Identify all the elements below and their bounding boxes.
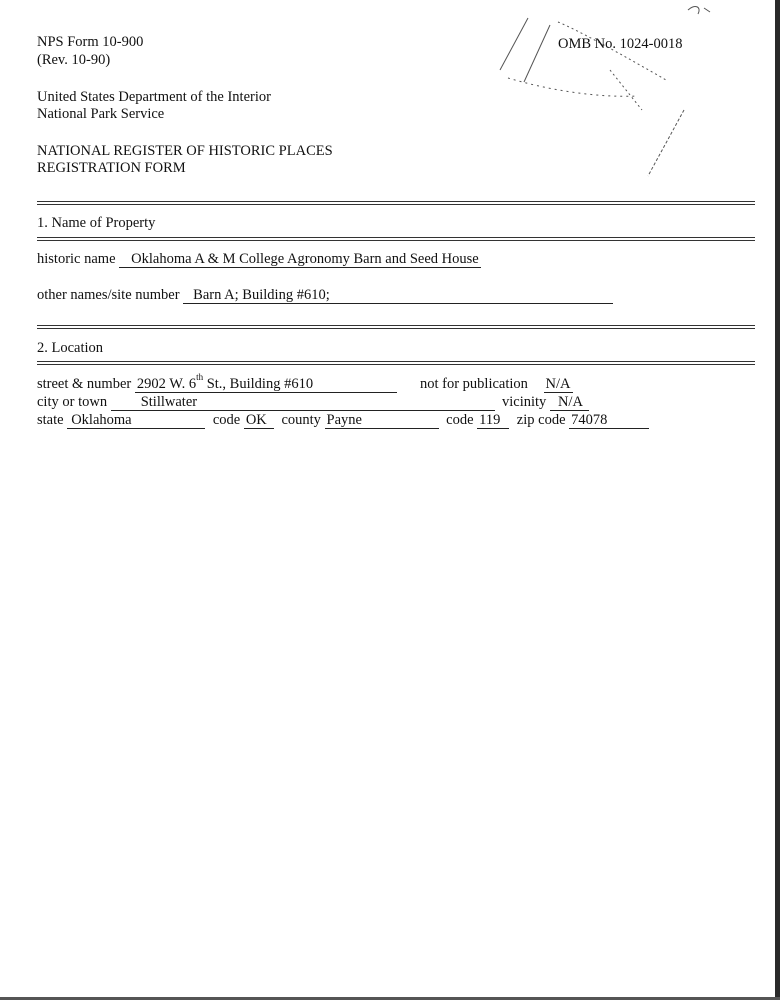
zip-label: zip code: [516, 412, 566, 428]
historic-name-label: historic name: [37, 251, 116, 267]
county-value[interactable]: Payne: [325, 413, 439, 429]
form-number: NPS Form 10-900: [37, 34, 144, 50]
omb-number: OMB No. 1024-0018: [558, 36, 683, 52]
vicinity-label: vicinity: [502, 394, 547, 410]
register-title: NATIONAL REGISTER OF HISTORIC PLACES: [37, 143, 333, 159]
city-label: city or town: [37, 394, 108, 410]
county-code-value[interactable]: 119: [477, 413, 509, 429]
section-divider: [37, 325, 755, 329]
section-1-heading: 1. Name of Property: [37, 215, 156, 231]
form-revision: (Rev. 10-90): [37, 52, 111, 68]
not-for-publication-label: not for publication: [420, 376, 528, 392]
section-2-heading: 2. Location: [37, 340, 104, 356]
state-row: [37, 412, 649, 429]
state-label: state: [37, 412, 64, 428]
street-row: [37, 372, 397, 393]
service: National Park Service: [37, 106, 165, 122]
not-for-publication-row: [420, 376, 573, 393]
pencil-stamp-mark: [488, 0, 718, 185]
state-code-value[interactable]: OK: [244, 413, 274, 429]
vicinity-value[interactable]: N/A: [550, 395, 589, 411]
form-title: REGISTRATION FORM: [37, 160, 186, 176]
section-divider: [37, 201, 755, 205]
street-superscript: th: [196, 372, 204, 383]
state-value[interactable]: Oklahoma: [67, 413, 205, 429]
county-code-label: code: [446, 412, 474, 428]
city-value[interactable]: Stillwater: [111, 395, 495, 411]
state-code-label: code: [212, 412, 241, 428]
zip-value[interactable]: 74078: [569, 413, 649, 429]
street-label: street & number: [37, 376, 132, 392]
other-names-row: [37, 287, 613, 304]
historic-name-row: [37, 251, 481, 268]
vicinity-row: [502, 394, 589, 411]
other-names-value[interactable]: Barn A; Building #610;: [183, 288, 613, 304]
department: United States Department of the Interior: [37, 89, 271, 105]
street-value[interactable]: 2902 W. 6th St., Building #610: [135, 377, 397, 393]
not-for-publication-value[interactable]: N/A: [545, 376, 571, 392]
section-divider: [37, 237, 755, 241]
county-label: county: [281, 412, 321, 428]
scan-edge-right: [775, 0, 780, 1000]
other-names-label: other names/site number: [37, 287, 180, 303]
historic-name-value[interactable]: Oklahoma A & M College Agronomy Barn and Seed House: [119, 252, 481, 268]
section-divider: [37, 361, 755, 365]
city-row: [37, 394, 495, 411]
